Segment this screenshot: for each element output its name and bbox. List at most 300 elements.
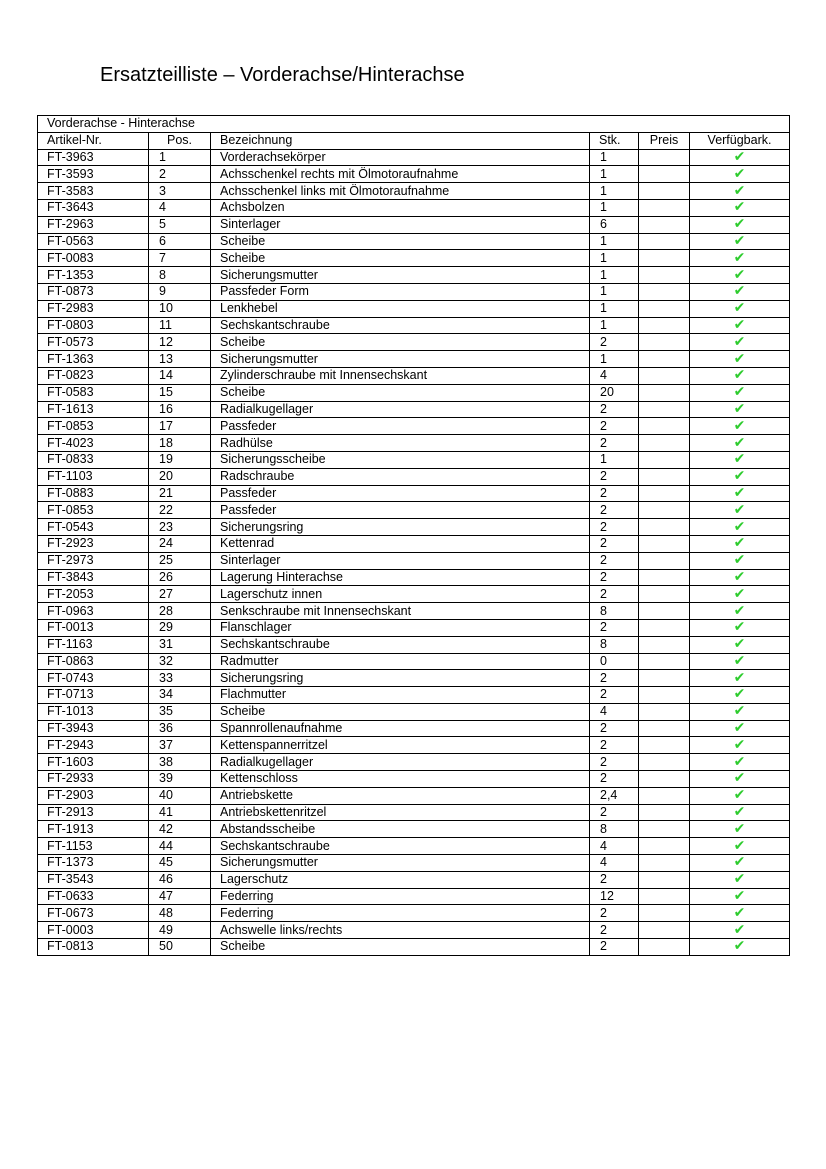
check-icon: ✔ — [733, 233, 746, 249]
cell-stk: 2 — [590, 905, 639, 922]
cell-pos: 27 — [149, 586, 211, 603]
cell-artikel: FT-0673 — [38, 905, 149, 922]
table-caption: Vorderachse - Hinterachse — [38, 116, 790, 133]
cell-artikel: FT-0833 — [38, 451, 149, 468]
cell-verfuegbar — [690, 149, 790, 166]
cell-bezeichnung: Zylinderschraube mit Innensechskant — [211, 367, 590, 384]
cell-pos: 16 — [149, 401, 211, 418]
table-row — [38, 233, 790, 250]
cell-artikel: FT-0013 — [38, 619, 149, 636]
cell-verfuegbar — [690, 754, 790, 771]
cell-stk: 1 — [590, 233, 639, 250]
table-row — [38, 384, 790, 401]
cell-verfuegbar — [690, 367, 790, 384]
cell-preis — [639, 636, 690, 653]
cell-artikel: FT-3593 — [38, 166, 149, 183]
cell-verfuegbar — [690, 603, 790, 620]
cell-bezeichnung: Radialkugellager — [211, 401, 590, 418]
cell-bezeichnung: Lenkhebel — [211, 300, 590, 317]
cell-pos: 15 — [149, 384, 211, 401]
cell-stk: 2 — [590, 586, 639, 603]
cell-pos: 29 — [149, 619, 211, 636]
cell-bezeichnung: Radschraube — [211, 468, 590, 485]
cell-stk: 1 — [590, 351, 639, 368]
table-caption-row — [38, 116, 790, 133]
cell-stk: 4 — [590, 855, 639, 872]
cell-verfuegbar — [690, 384, 790, 401]
cell-artikel: FT-3963 — [38, 149, 149, 166]
cell-artikel: FT-0963 — [38, 603, 149, 620]
cell-pos: 22 — [149, 502, 211, 519]
cell-artikel: FT-2973 — [38, 552, 149, 569]
cell-pos: 19 — [149, 451, 211, 468]
cell-verfuegbar — [690, 267, 790, 284]
cell-pos: 5 — [149, 216, 211, 233]
cell-verfuegbar — [690, 300, 790, 317]
cell-stk: 2 — [590, 922, 639, 939]
table-body — [38, 149, 790, 955]
cell-preis — [639, 586, 690, 603]
cell-verfuegbar — [690, 922, 790, 939]
cell-verfuegbar — [690, 519, 790, 536]
table-row — [38, 183, 790, 200]
cell-pos: 2 — [149, 166, 211, 183]
check-icon: ✔ — [733, 199, 746, 216]
cell-bezeichnung: Scheibe — [211, 939, 590, 956]
cell-pos: 10 — [149, 300, 211, 317]
table-row — [38, 535, 790, 552]
table-row — [38, 199, 790, 216]
table-row — [38, 334, 790, 351]
cell-bezeichnung: Sechskantschraube — [211, 317, 590, 334]
cell-stk: 2 — [590, 502, 639, 519]
table-row — [38, 754, 790, 771]
check-icon: ✔ — [733, 535, 746, 552]
cell-preis — [639, 468, 690, 485]
table-row — [38, 821, 790, 838]
cell-artikel: FT-2053 — [38, 586, 149, 603]
cell-verfuegbar — [690, 586, 790, 603]
cell-bezeichnung: Abstandsscheibe — [211, 821, 590, 838]
cell-bezeichnung: Flanschlager — [211, 619, 590, 636]
cell-stk: 4 — [590, 838, 639, 855]
table-row — [38, 855, 790, 872]
cell-artikel: FT-1353 — [38, 267, 149, 284]
cell-preis — [639, 855, 690, 872]
cell-artikel: FT-0083 — [38, 250, 149, 267]
cell-artikel: FT-1363 — [38, 351, 149, 368]
table-row — [38, 619, 790, 636]
cell-stk: 8 — [590, 821, 639, 838]
cell-bezeichnung: Scheibe — [211, 334, 590, 351]
cell-verfuegbar — [690, 787, 790, 804]
check-icon: ✔ — [733, 300, 746, 317]
cell-artikel: FT-0583 — [38, 384, 149, 401]
cell-preis — [639, 754, 690, 771]
cell-preis — [639, 653, 690, 670]
cell-stk: 1 — [590, 451, 639, 468]
cell-bezeichnung: Kettenspannerritzel — [211, 737, 590, 754]
cell-bezeichnung: Sicherungsmutter — [211, 855, 590, 872]
cell-verfuegbar — [690, 838, 790, 855]
cell-bezeichnung: Achswelle links/rechts — [211, 922, 590, 939]
cell-pos: 8 — [149, 267, 211, 284]
cell-stk: 1 — [590, 183, 639, 200]
cell-pos: 9 — [149, 283, 211, 300]
table-row — [38, 939, 790, 956]
check-icon: ✔ — [733, 384, 746, 401]
cell-pos: 41 — [149, 804, 211, 821]
cell-stk: 2 — [590, 435, 639, 452]
cell-pos: 11 — [149, 317, 211, 334]
cell-pos: 47 — [149, 888, 211, 905]
check-icon: ✔ — [733, 585, 746, 602]
cell-pos: 42 — [149, 821, 211, 838]
cell-bezeichnung: Scheibe — [211, 233, 590, 250]
cell-verfuegbar — [690, 888, 790, 905]
check-icon: ✔ — [733, 501, 746, 518]
cell-bezeichnung: Achsbolzen — [211, 199, 590, 216]
cell-bezeichnung: Sechskantschraube — [211, 838, 590, 855]
cell-bezeichnung: Lagerung Hinterachse — [211, 569, 590, 586]
check-icon: ✔ — [733, 854, 746, 871]
cell-verfuegbar — [690, 183, 790, 200]
check-icon: ✔ — [733, 720, 746, 737]
cell-stk: 2 — [590, 334, 639, 351]
cell-verfuegbar — [690, 771, 790, 788]
cell-pos: 28 — [149, 603, 211, 620]
cell-preis — [639, 317, 690, 334]
cell-stk: 2 — [590, 519, 639, 536]
cell-bezeichnung: Sicherungsmutter — [211, 267, 590, 284]
check-icon: ✔ — [733, 636, 746, 653]
cell-artikel: FT-0823 — [38, 367, 149, 384]
cell-pos: 1 — [149, 149, 211, 166]
cell-verfuegbar — [690, 283, 790, 300]
cell-pos: 45 — [149, 855, 211, 872]
cell-bezeichnung: Scheibe — [211, 703, 590, 720]
cell-verfuegbar — [690, 905, 790, 922]
cell-stk: 1 — [590, 149, 639, 166]
cell-stk: 2 — [590, 485, 639, 502]
cell-stk: 1 — [590, 283, 639, 300]
cell-bezeichnung: Federring — [211, 905, 590, 922]
cell-artikel: FT-0883 — [38, 485, 149, 502]
cell-stk: 8 — [590, 603, 639, 620]
table-row — [38, 250, 790, 267]
cell-preis — [639, 166, 690, 183]
cell-verfuegbar — [690, 250, 790, 267]
cell-artikel: FT-1153 — [38, 838, 149, 855]
cell-pos: 46 — [149, 871, 211, 888]
check-icon: ✔ — [733, 165, 746, 182]
cell-verfuegbar — [690, 216, 790, 233]
cell-stk: 2 — [590, 670, 639, 687]
cell-bezeichnung: Scheibe — [211, 384, 590, 401]
check-icon: ✔ — [733, 703, 746, 720]
check-icon: ✔ — [733, 619, 746, 636]
table-row — [38, 905, 790, 922]
cell-preis — [639, 619, 690, 636]
cell-preis — [639, 485, 690, 502]
cell-verfuegbar — [690, 535, 790, 552]
table-row — [38, 283, 790, 300]
cell-bezeichnung: Sinterlager — [211, 216, 590, 233]
check-icon: ✔ — [733, 182, 746, 199]
check-icon: ✔ — [733, 753, 746, 770]
table-row — [38, 502, 790, 519]
cell-pos: 35 — [149, 703, 211, 720]
check-icon: ✔ — [733, 266, 746, 283]
cell-artikel: FT-2933 — [38, 771, 149, 788]
cell-stk: 1 — [590, 250, 639, 267]
check-icon: ✔ — [733, 552, 746, 569]
cell-verfuegbar — [690, 233, 790, 250]
cell-artikel: FT-3543 — [38, 871, 149, 888]
table-row — [38, 418, 790, 435]
cell-artikel: FT-0853 — [38, 418, 149, 435]
table-row — [38, 300, 790, 317]
check-icon: ✔ — [733, 149, 746, 165]
cell-preis — [639, 216, 690, 233]
cell-artikel: FT-1103 — [38, 468, 149, 485]
cell-preis — [639, 149, 690, 166]
cell-verfuegbar — [690, 821, 790, 838]
check-icon: ✔ — [733, 350, 746, 367]
check-icon: ✔ — [733, 787, 746, 804]
cell-pos: 31 — [149, 636, 211, 653]
table-row — [38, 351, 790, 368]
cell-stk: 2 — [590, 871, 639, 888]
cell-bezeichnung: Sicherungsscheibe — [211, 451, 590, 468]
table-row — [38, 586, 790, 603]
cell-pos: 4 — [149, 199, 211, 216]
table-row — [38, 636, 790, 653]
cell-verfuegbar — [690, 199, 790, 216]
cell-verfuegbar — [690, 334, 790, 351]
cell-artikel: FT-2943 — [38, 737, 149, 754]
cell-bezeichnung: Radhülse — [211, 435, 590, 452]
cell-artikel: FT-1913 — [38, 821, 149, 838]
cell-preis — [639, 283, 690, 300]
cell-artikel: FT-0863 — [38, 653, 149, 670]
table-row — [38, 401, 790, 418]
cell-stk: 2,4 — [590, 787, 639, 804]
check-icon: ✔ — [733, 485, 746, 501]
cell-preis — [639, 451, 690, 468]
cell-verfuegbar — [690, 485, 790, 502]
cell-artikel: FT-3943 — [38, 720, 149, 737]
check-icon: ✔ — [733, 653, 746, 669]
cell-artikel: FT-0873 — [38, 283, 149, 300]
check-icon: ✔ — [733, 333, 746, 350]
cell-artikel: FT-0633 — [38, 888, 149, 905]
cell-bezeichnung: Spannrollenaufnahme — [211, 720, 590, 737]
cell-verfuegbar — [690, 653, 790, 670]
cell-pos: 48 — [149, 905, 211, 922]
cell-stk: 1 — [590, 199, 639, 216]
cell-stk: 2 — [590, 687, 639, 704]
cell-artikel: FT-2963 — [38, 216, 149, 233]
check-icon: ✔ — [733, 904, 746, 921]
table-row — [38, 720, 790, 737]
cell-artikel: FT-0813 — [38, 939, 149, 956]
header-bezeichnung: Bezeichnung — [211, 132, 590, 149]
cell-verfuegbar — [690, 351, 790, 368]
cell-artikel: FT-3643 — [38, 199, 149, 216]
cell-verfuegbar — [690, 636, 790, 653]
table-row — [38, 519, 790, 536]
check-icon: ✔ — [733, 216, 746, 233]
check-icon: ✔ — [733, 871, 746, 888]
cell-stk: 12 — [590, 888, 639, 905]
cell-bezeichnung: Kettenrad — [211, 535, 590, 552]
cell-pos: 40 — [149, 787, 211, 804]
table-row — [38, 435, 790, 452]
cell-bezeichnung: Federring — [211, 888, 590, 905]
header-verfuegbar: Verfügbark. — [690, 132, 790, 149]
cell-preis — [639, 603, 690, 620]
cell-stk: 1 — [590, 317, 639, 334]
cell-stk: 20 — [590, 384, 639, 401]
cell-artikel: FT-1603 — [38, 754, 149, 771]
check-icon: ✔ — [733, 820, 746, 837]
cell-pos: 23 — [149, 519, 211, 536]
cell-preis — [639, 384, 690, 401]
cell-pos: 18 — [149, 435, 211, 452]
table-row — [38, 888, 790, 905]
cell-verfuegbar — [690, 418, 790, 435]
table-row — [38, 653, 790, 670]
table-row — [38, 149, 790, 166]
cell-artikel: FT-1373 — [38, 855, 149, 872]
header-stk: Stk. — [590, 132, 639, 149]
cell-stk: 4 — [590, 367, 639, 384]
cell-artikel: FT-4023 — [38, 435, 149, 452]
cell-artikel: FT-0573 — [38, 334, 149, 351]
check-icon: ✔ — [733, 921, 746, 938]
cell-artikel: FT-0563 — [38, 233, 149, 250]
cell-preis — [639, 367, 690, 384]
cell-bezeichnung: Scheibe — [211, 250, 590, 267]
cell-stk: 2 — [590, 619, 639, 636]
cell-preis — [639, 334, 690, 351]
cell-artikel: FT-1613 — [38, 401, 149, 418]
cell-preis — [639, 401, 690, 418]
cell-preis — [639, 435, 690, 452]
cell-bezeichnung: Passfeder — [211, 485, 590, 502]
cell-preis — [639, 418, 690, 435]
cell-pos: 39 — [149, 771, 211, 788]
header-preis: Preis — [639, 132, 690, 149]
cell-preis — [639, 502, 690, 519]
check-icon: ✔ — [733, 367, 746, 384]
cell-verfuegbar — [690, 871, 790, 888]
table-row — [38, 838, 790, 855]
cell-stk: 0 — [590, 653, 639, 670]
table-row — [38, 603, 790, 620]
table-row — [38, 468, 790, 485]
cell-bezeichnung: Lagerschutz — [211, 871, 590, 888]
cell-verfuegbar — [690, 619, 790, 636]
cell-artikel: FT-1013 — [38, 703, 149, 720]
cell-bezeichnung: Passfeder Form — [211, 283, 590, 300]
cell-artikel: FT-0853 — [38, 502, 149, 519]
cell-preis — [639, 569, 690, 586]
table-row — [38, 267, 790, 284]
check-icon: ✔ — [733, 417, 746, 434]
table-row — [38, 703, 790, 720]
check-icon: ✔ — [733, 434, 746, 451]
check-icon: ✔ — [733, 249, 746, 266]
cell-verfuegbar — [690, 317, 790, 334]
cell-bezeichnung: Vorderachsekörper — [211, 149, 590, 166]
cell-stk: 2 — [590, 771, 639, 788]
cell-bezeichnung: Kettenschloss — [211, 771, 590, 788]
cell-artikel: FT-1163 — [38, 636, 149, 653]
cell-pos: 6 — [149, 233, 211, 250]
cell-pos: 24 — [149, 535, 211, 552]
cell-bezeichnung: Achsschenkel links mit Ölmotoraufnahme — [211, 183, 590, 200]
cell-stk: 1 — [590, 300, 639, 317]
cell-stk: 2 — [590, 418, 639, 435]
table-row — [38, 451, 790, 468]
cell-stk: 8 — [590, 636, 639, 653]
cell-artikel: FT-0803 — [38, 317, 149, 334]
cell-verfuegbar — [690, 552, 790, 569]
cell-preis — [639, 737, 690, 754]
cell-pos: 20 — [149, 468, 211, 485]
cell-stk: 1 — [590, 267, 639, 284]
check-icon: ✔ — [733, 686, 746, 703]
table-row — [38, 787, 790, 804]
cell-preis — [639, 535, 690, 552]
cell-preis — [639, 233, 690, 250]
cell-verfuegbar — [690, 502, 790, 519]
cell-verfuegbar — [690, 804, 790, 821]
table-row — [38, 771, 790, 788]
cell-pos: 34 — [149, 687, 211, 704]
cell-stk: 2 — [590, 737, 639, 754]
cell-preis — [639, 250, 690, 267]
cell-verfuegbar — [690, 670, 790, 687]
check-icon: ✔ — [733, 451, 746, 468]
check-icon: ✔ — [733, 569, 746, 585]
cell-verfuegbar — [690, 569, 790, 586]
cell-verfuegbar — [690, 703, 790, 720]
cell-stk: 2 — [590, 569, 639, 586]
cell-pos: 12 — [149, 334, 211, 351]
table-row — [38, 670, 790, 687]
cell-verfuegbar — [690, 939, 790, 956]
cell-stk: 4 — [590, 703, 639, 720]
cell-verfuegbar — [690, 468, 790, 485]
cell-preis — [639, 703, 690, 720]
table-row — [38, 737, 790, 754]
cell-artikel: FT-2903 — [38, 787, 149, 804]
cell-stk: 2 — [590, 401, 639, 418]
cell-pos: 32 — [149, 653, 211, 670]
cell-artikel: FT-0003 — [38, 922, 149, 939]
check-icon: ✔ — [733, 602, 746, 619]
table-row — [38, 367, 790, 384]
cell-preis — [639, 300, 690, 317]
cell-verfuegbar — [690, 401, 790, 418]
cell-stk: 1 — [590, 166, 639, 183]
cell-pos: 17 — [149, 418, 211, 435]
cell-artikel: FT-2913 — [38, 804, 149, 821]
cell-preis — [639, 804, 690, 821]
